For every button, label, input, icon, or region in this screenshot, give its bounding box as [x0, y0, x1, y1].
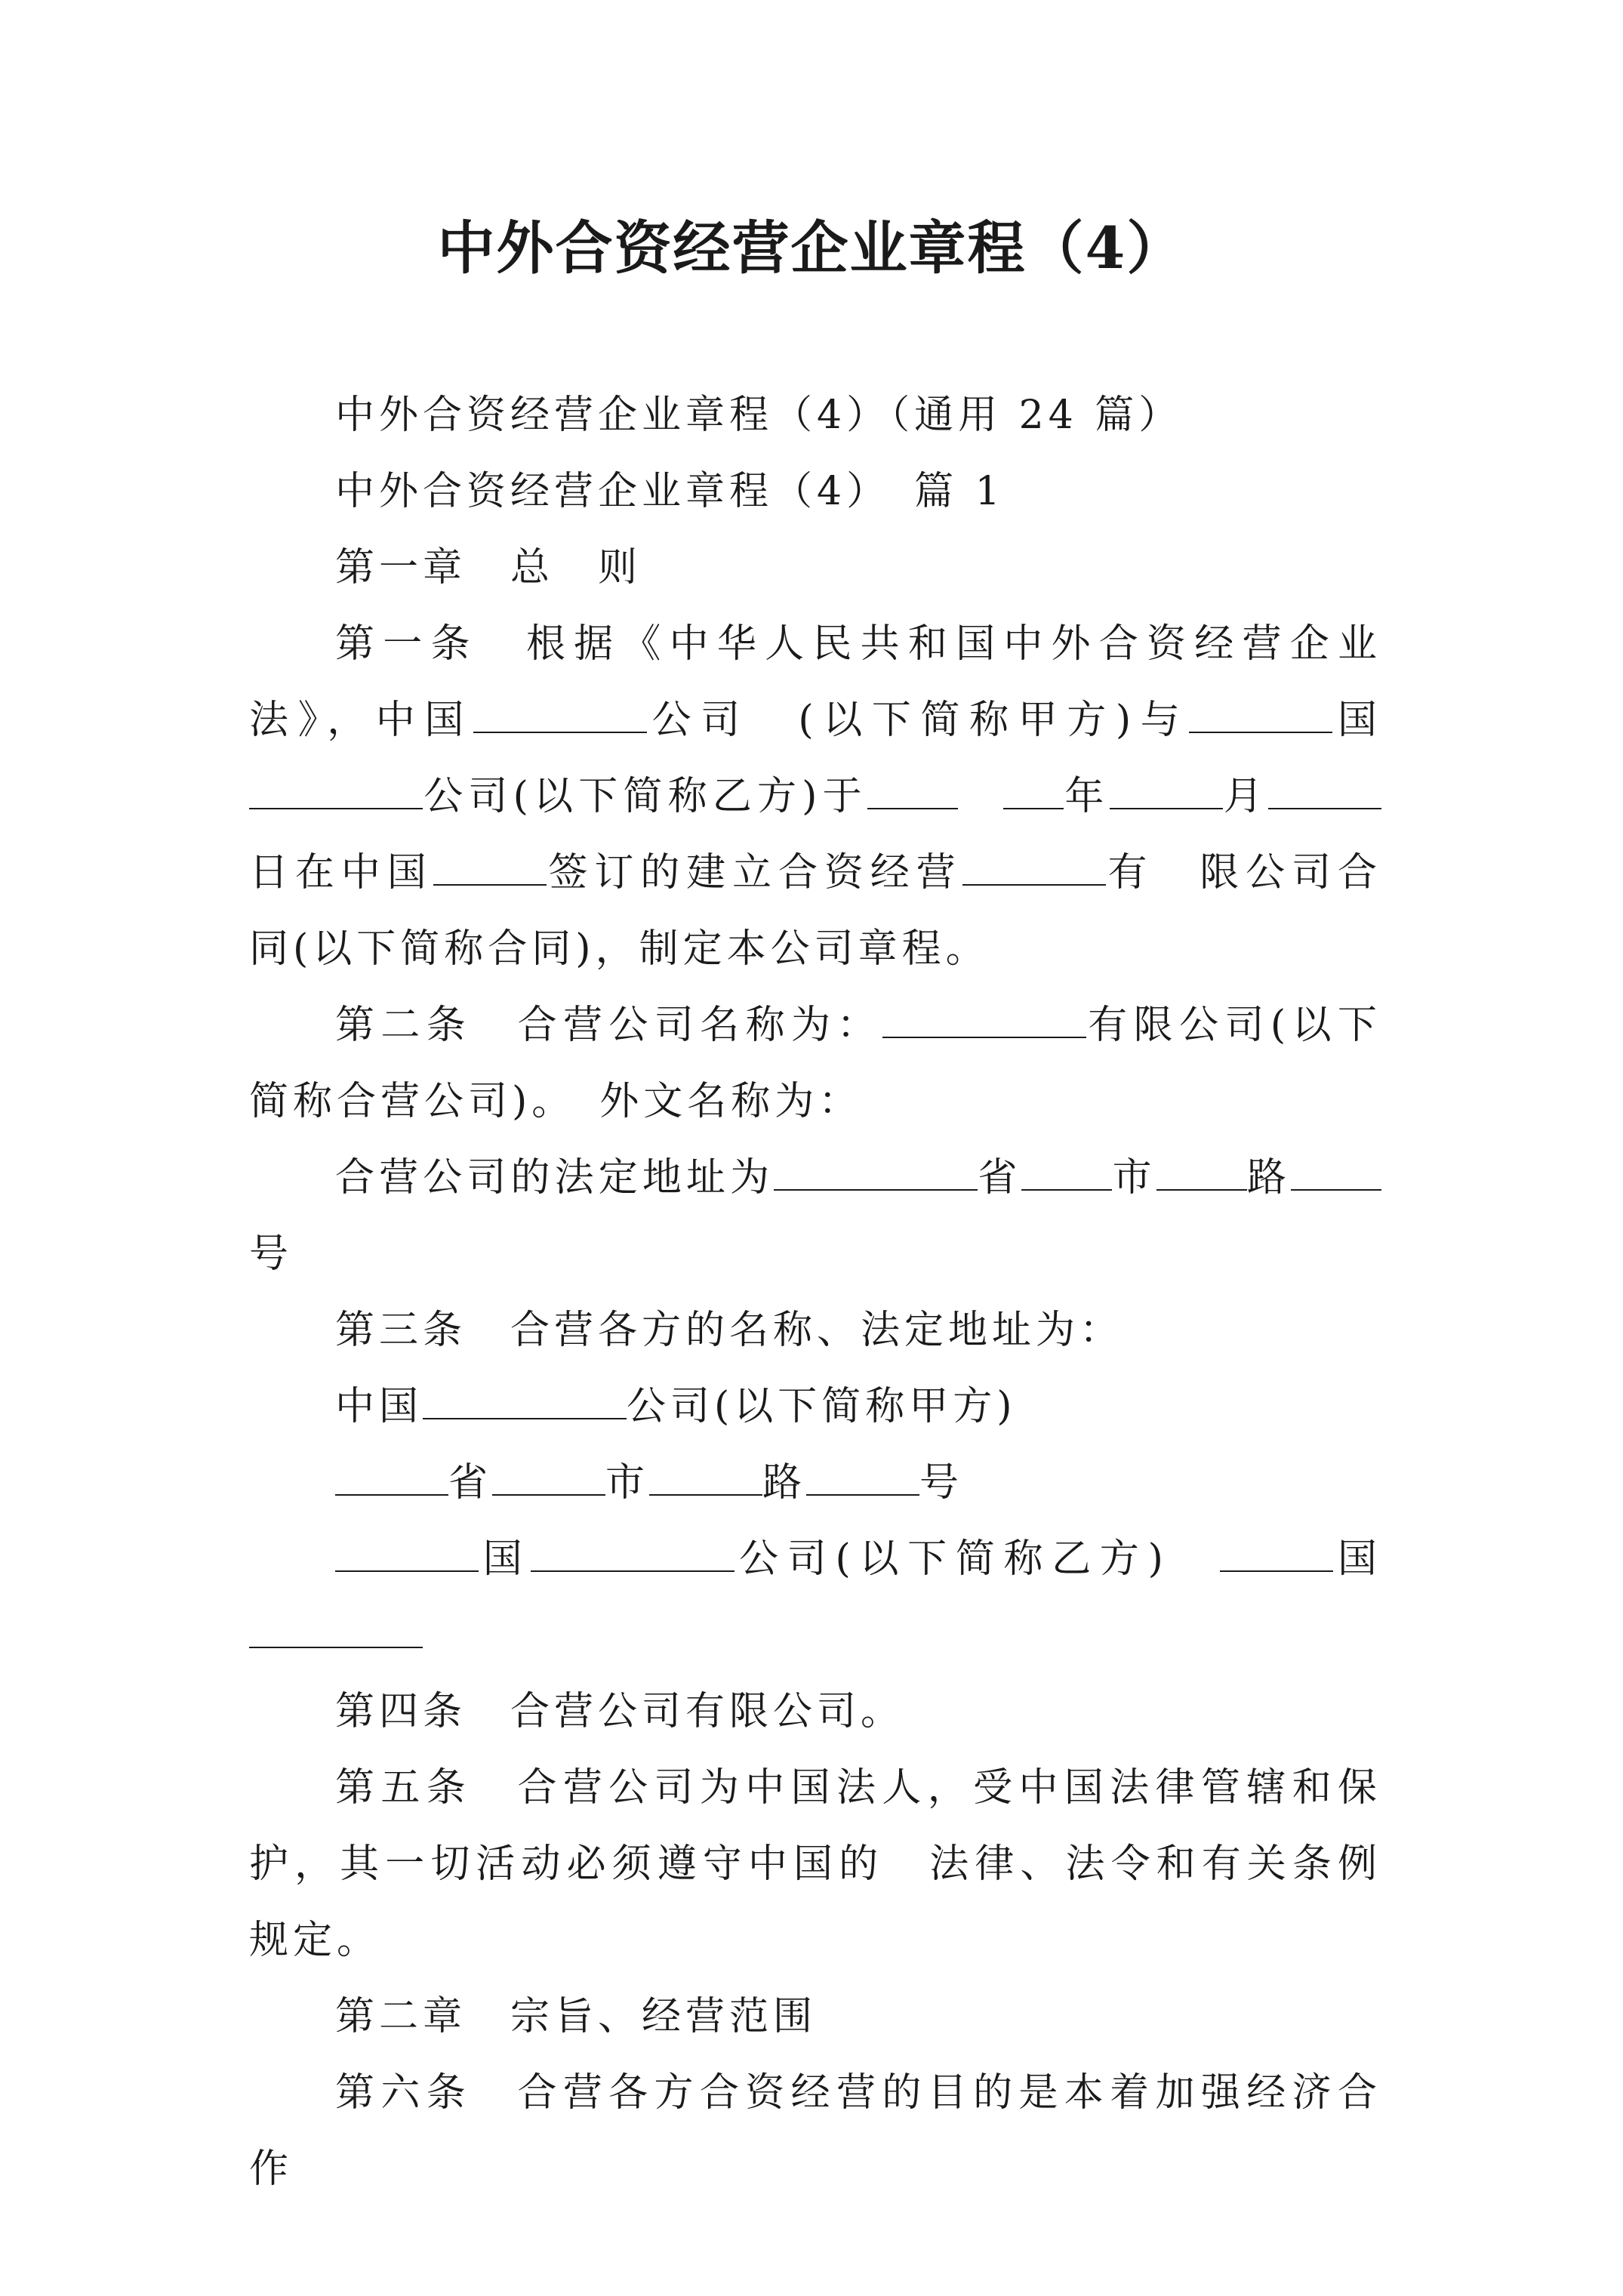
article-1-text: 第一条 根据《中华人民共和国中外合资经营企业法》，中国 — [249, 621, 1381, 743]
article-1-text: 年 — [1064, 774, 1110, 819]
article-6-text: 第六条 合营各方合资经营的目的是本着加强经济合作 — [249, 2070, 1381, 2192]
subtitle-all-text: 中外合资经营企业章程（4）（通用 24 篇） — [335, 393, 1183, 438]
legal-address-text: 市 — [1112, 1155, 1156, 1200]
article-1-text: 公司(以下简称乙方)于 — [423, 774, 867, 819]
blank-field[interactable] — [882, 1000, 1086, 1038]
party-a — [249, 1369, 1381, 1445]
article-5 — [249, 1750, 1381, 1979]
blank-field[interactable] — [774, 1152, 978, 1191]
blank-field[interactable] — [1268, 771, 1381, 809]
article-1-text: 日在中国 — [249, 850, 433, 895]
article-1-text: 有 限公司合同(以下简称合同)，制定本公司章程。 — [249, 850, 1381, 972]
chapter-1-text: 第一章 总 则 — [335, 545, 642, 590]
blank-field[interactable] — [335, 1533, 479, 1572]
article-4-text: 第四条 合营公司有限公司。 — [335, 1689, 905, 1734]
legal-address-text: 号 — [249, 1231, 294, 1277]
party-a-text: 公司(以下简称甲方) — [627, 1384, 1017, 1429]
chapter-2-heading — [249, 1979, 1381, 2055]
document-title: 中外合资经营企业章程（4） — [437, 214, 1186, 282]
article-6 — [249, 2055, 1381, 2208]
blank-field[interactable] — [962, 847, 1106, 886]
party-b-text: 公司(以下简称乙方) — [735, 1536, 1168, 1582]
party-a-address-text: 路 — [762, 1460, 807, 1505]
blank-field[interactable] — [806, 1457, 919, 1496]
article-2-text: 有限公司(以下简称合营公司)。 外文名称为： — [249, 1003, 1381, 1124]
blank-field[interactable] — [531, 1533, 735, 1572]
party-a-address — [249, 1445, 1381, 1521]
article-1-text: 月 — [1222, 774, 1268, 819]
article-1-text: 国 — [1332, 698, 1381, 743]
legal-address-text: 省 — [978, 1155, 1022, 1200]
blank-field[interactable] — [1189, 695, 1332, 733]
party-a-address-text: 号 — [919, 1460, 964, 1505]
article-1 — [249, 606, 1381, 988]
party-a-address-text: 市 — [605, 1460, 650, 1505]
blank-field[interactable] — [1220, 1533, 1333, 1572]
blank-field[interactable] — [249, 1610, 423, 1648]
blank-field[interactable] — [249, 771, 423, 809]
party-a-address-text: 省 — [448, 1460, 493, 1505]
chapter-2-text: 第二章 宗旨、经营范围 — [335, 1994, 818, 2039]
subtitle-part — [249, 454, 1381, 530]
blank-field[interactable] — [492, 1457, 605, 1496]
chapter-1-heading — [249, 530, 1381, 606]
legal-address-text: 路 — [1246, 1155, 1291, 1200]
blank-field[interactable] — [1291, 1152, 1381, 1191]
blank-field[interactable] — [1156, 1152, 1247, 1191]
legal-address-text: 合营公司的法定地址为 — [335, 1155, 775, 1200]
document-body — [249, 378, 1381, 2208]
article-3 — [249, 1293, 1381, 1369]
blank-field[interactable] — [433, 847, 547, 886]
blank-field[interactable] — [1021, 1152, 1112, 1191]
article-1-text: 签订的建立合资经营 — [546, 850, 962, 895]
blank-field[interactable] — [1003, 771, 1064, 809]
party-a-text: 中国 — [335, 1384, 423, 1429]
blank-field[interactable] — [867, 771, 958, 809]
article-4 — [249, 1674, 1381, 1750]
blank-field[interactable] — [423, 1381, 627, 1419]
subtitle-part-text: 中外合资经营企业章程（4） 篇 1 — [335, 469, 1005, 514]
article-1-text: 公司 (以下简称甲方)与 — [647, 698, 1190, 743]
party-b-text: 国 — [479, 1536, 531, 1582]
blank-field[interactable] — [335, 1457, 448, 1496]
subtitle-all — [249, 378, 1381, 454]
article-2-text: 第二条 合营公司名称为： — [335, 1003, 882, 1048]
blank-field[interactable] — [1110, 771, 1223, 809]
article-2 — [249, 988, 1381, 1140]
blank-field[interactable] — [649, 1457, 762, 1496]
blank-field[interactable] — [473, 695, 647, 733]
party-b — [249, 1521, 1381, 1674]
legal-address — [249, 1140, 1381, 1293]
article-5-text: 第五条 合营公司为中国法人，受中国法律管辖和保护，其一切活动必须遵守中国的 法律、法令和有关条例规定。 — [249, 1765, 1381, 1963]
party-b-text: 国 — [1333, 1536, 1381, 1582]
article-3-text: 第三条 合营各方的名称、法定地址为： — [335, 1308, 1124, 1353]
